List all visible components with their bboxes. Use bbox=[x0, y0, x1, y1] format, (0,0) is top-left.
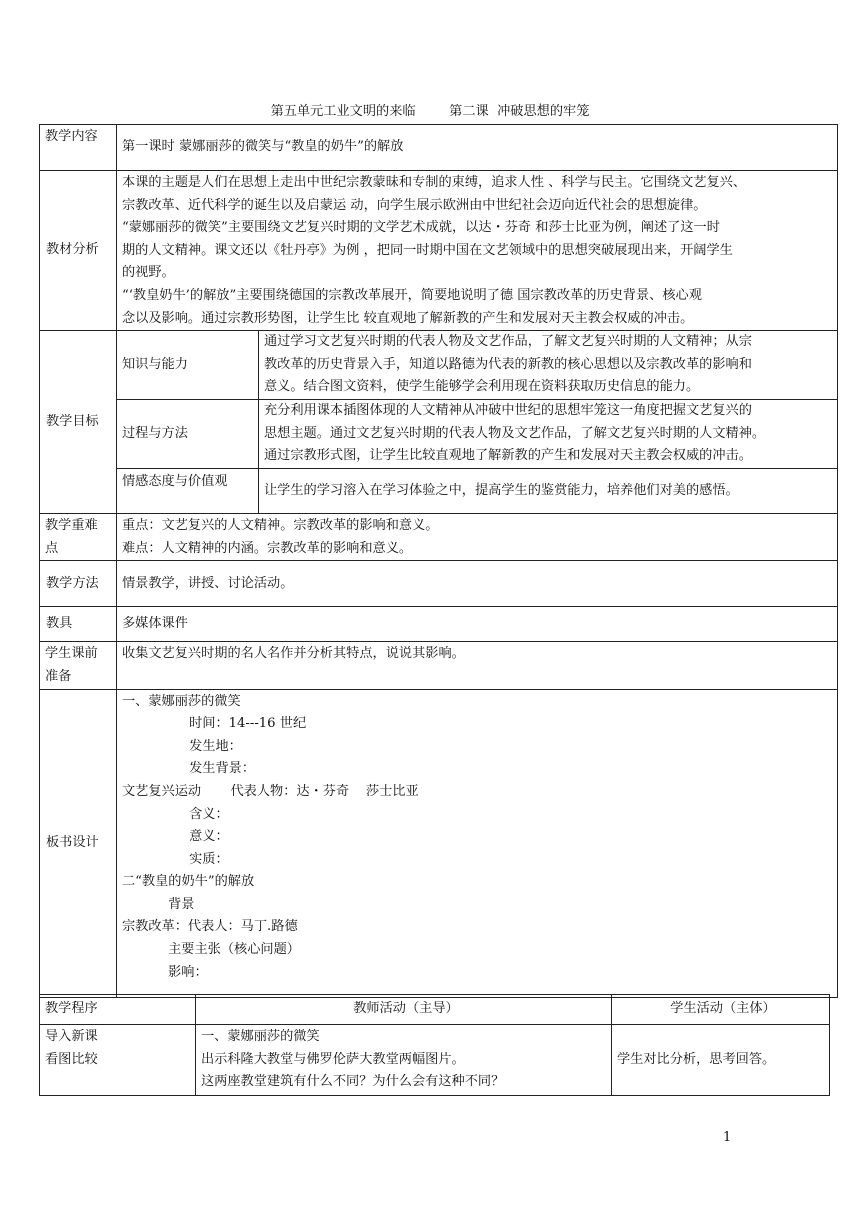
board-line: 含义： bbox=[122, 806, 229, 822]
keypoints-label bbox=[40, 514, 117, 561]
procedure-row bbox=[40, 1025, 830, 1096]
goal-text-process bbox=[259, 400, 838, 469]
header-procedure: 教学程序 bbox=[40, 995, 196, 1025]
analysis-row bbox=[40, 171, 838, 331]
content-value: 第一课时 蒙娜丽莎的微笑与“教皇的奶牛”的解放 bbox=[117, 125, 838, 171]
method-label: 教学方法 bbox=[40, 561, 117, 607]
prep-label bbox=[40, 642, 117, 689]
prep-row bbox=[40, 642, 838, 689]
content-label: 教学内容 bbox=[40, 125, 117, 171]
analysis-line: 宗教改革、近代科学的诞生以及启蒙运 动，向学生展示欧洲由中世纪社会迈向近代社会的思想旋律。 bbox=[122, 197, 707, 213]
method-row bbox=[40, 561, 838, 607]
keypoints-line: 难点：人文精神的内涵。宗教改革的影响和意义。 bbox=[122, 540, 413, 556]
analysis-line: “蒙娜丽莎的微笑”主要围绕文艺复兴时期的文学艺术成就，以达・芬奇 和莎士比亚为例，阐述了这一时 bbox=[122, 220, 720, 236]
goal-label-process: 过程与方法 bbox=[117, 400, 259, 469]
header-student: 学生活动（主体） bbox=[612, 995, 830, 1025]
analysis-label: 教材分析 bbox=[40, 171, 117, 331]
goal-line: 通过学习文艺复兴时期的代表人物及文艺作品，了解文艺复兴时期的人文精神；从宗 bbox=[264, 334, 752, 350]
goal-label-knowledge: 知识与能力 bbox=[117, 331, 259, 400]
teacher-line: 出示科隆大教堂与佛罗伦萨大教堂两幅图片。 bbox=[201, 1051, 465, 1067]
procedure-header-row bbox=[40, 995, 830, 1025]
goal-line: 意义。结合图文资料，使学生能够学会利用现在资料获取历史信息的能力。 bbox=[264, 379, 700, 395]
analysis-line: 本课的主题是人们在思想上走出中世纪宗教蒙昧和专制的束缚，追求人性 、科学与民主。它围绕文艺复兴、 bbox=[122, 175, 747, 190]
board-line: 实质： bbox=[122, 851, 229, 867]
teacher-line: 一、蒙娜丽莎的微笑 bbox=[201, 1029, 320, 1044]
procedure-line: 看图比较 bbox=[45, 1051, 98, 1067]
board-line: 一、蒙娜丽莎的微笑 bbox=[122, 693, 241, 709]
teacher-line: 这两座教堂建筑有什么不同？为什么会有这种不同？ bbox=[201, 1074, 505, 1090]
board-label: 板书设计 bbox=[40, 689, 117, 997]
lesson-plan-table bbox=[39, 124, 838, 998]
prep-label-line: 学生课前 bbox=[45, 646, 98, 662]
goal-row-emotion bbox=[40, 469, 838, 514]
page-title: 第五单元工业文明的来临 第二课 冲破思想的牢笼 bbox=[270, 104, 590, 119]
board-line: 主要主张（核心问题） bbox=[122, 942, 300, 958]
keypoints-label-line: 点 bbox=[45, 540, 59, 556]
goal-text-knowledge bbox=[259, 331, 838, 400]
procedure-table bbox=[39, 994, 830, 1096]
goal-line: 让学生的学习溶入在学习体验之中，提高学生的鉴赏能力，培养他们对美的感悟。 bbox=[264, 482, 739, 498]
keypoints-label-line: 教学重难 bbox=[45, 518, 98, 534]
analysis-line: 期的人文精神。课文还以《牡丹亭》为例 ，把同一时期中国在文艺领域中的思想突破展现出来，开阔学生 bbox=[122, 242, 733, 258]
goal-row-knowledge bbox=[40, 331, 838, 400]
board-line: 二“教皇的奶牛”的解放 bbox=[122, 874, 255, 890]
board-line: 宗教改革：代表人：马丁.路德 bbox=[122, 919, 298, 935]
board-line: 意义： bbox=[122, 829, 229, 845]
content-row bbox=[40, 125, 838, 171]
tools-value: 多媒体课件 bbox=[117, 607, 838, 642]
board-design bbox=[117, 689, 838, 997]
method-value: 情景教学，讲授、讨论活动。 bbox=[117, 561, 838, 607]
teacher-activity bbox=[196, 1025, 612, 1096]
header-teacher: 教师活动（主导） bbox=[196, 995, 612, 1025]
board-line: 发生背景： bbox=[122, 761, 256, 777]
tools-row bbox=[40, 607, 838, 642]
keypoints-text bbox=[117, 514, 838, 561]
board-line: 影响： bbox=[122, 964, 208, 980]
board-line: 时间：14---16 世纪 bbox=[122, 716, 307, 732]
goal-line: 充分利用课本插图体现的人文精神从冲破中世纪的思想牢笼这一角度把握文艺复兴的 bbox=[264, 403, 752, 419]
procedure-step bbox=[40, 1025, 196, 1096]
goal-line: 教改革的历史背景入手，知道以路德为代表的新教的核心思想以及宗教改革的影响和 bbox=[264, 356, 752, 372]
goal-label-emotion: 情感态度与价值观 bbox=[117, 469, 259, 514]
analysis-line: 的视野。 bbox=[122, 265, 175, 281]
keypoints-row bbox=[40, 514, 838, 561]
analysis-line: 念以及影响。通过宗教形势图，让学生比 较直观地了解新教的产生和发展对天主教会权威的冲击。 bbox=[122, 310, 694, 326]
board-line: 文艺复兴运动 代表人物：达・芬奇 莎士比亚 bbox=[122, 783, 419, 799]
student-activity: 学生对比分析，思考回答。 bbox=[612, 1025, 830, 1096]
board-line: 发生地： bbox=[122, 738, 242, 754]
prep-value: 收集文艺复兴时期的名人名作并分析其特点，说说其影响。 bbox=[117, 642, 838, 689]
keypoints-line: 重点：文艺复兴的人文精神。宗教改革的影响和意义。 bbox=[122, 518, 439, 534]
tools-label: 教具 bbox=[40, 607, 117, 642]
prep-label-line: 准备 bbox=[45, 668, 72, 684]
goals-label: 教学目标 bbox=[40, 331, 117, 514]
goal-row-process bbox=[40, 400, 838, 469]
procedure-line: 导入新课 bbox=[45, 1029, 98, 1044]
board-line: 背景 bbox=[122, 896, 195, 912]
analysis-line: “‘教皇奶牛’的解放”主要围绕德国的宗教改革展开，简要地说明了德 国宗教改革的历史背景、核心观 bbox=[122, 287, 702, 303]
analysis-text bbox=[117, 171, 838, 331]
goal-text-emotion bbox=[259, 469, 838, 514]
goal-line: 通过宗教形式图，让学生比较直观地了解新教的产生和发展对天主教会权威的冲击。 bbox=[264, 448, 752, 464]
board-row bbox=[40, 689, 838, 997]
page-number: 1 bbox=[723, 1130, 732, 1145]
goal-line: 思想主题。通过文艺复兴时期的代表人物及文艺作品，了解文艺复兴时期的人文精神。 bbox=[264, 425, 766, 441]
